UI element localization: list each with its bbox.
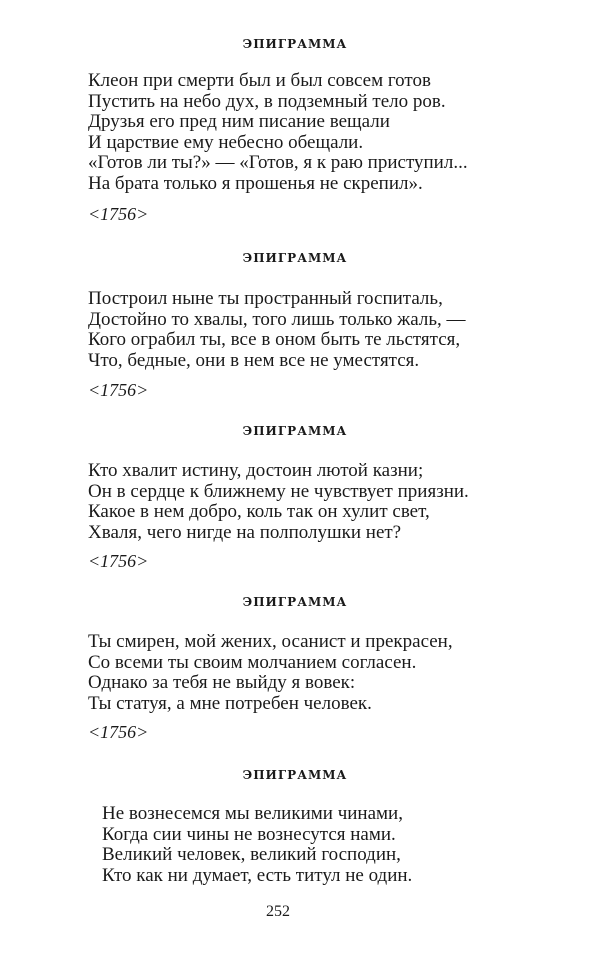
verse-line: Со всеми ты своим молчанием согласен.: [88, 651, 417, 673]
verse-line: «Готов ли ты?» — «Готов, я к раю приступил...: [88, 152, 468, 173]
verse-line: Не вознесемся мы великими чинами,: [102, 803, 403, 824]
verse-line: Кого ограбил ты, все в оном быть те льстятся,: [88, 329, 461, 350]
epigram-2-date: <1756>: [88, 380, 149, 400]
epigram-5-text: [102, 804, 412, 886]
verse-line: И царствие ему небесно обещали.: [88, 131, 364, 153]
epigram-1-text: [88, 71, 468, 194]
epigram-3-title: ЭПИГРАММА: [242, 424, 348, 438]
epigram-4-date: <1756>: [88, 722, 149, 742]
epigram-5-title: ЭПИГРАММА: [242, 768, 348, 782]
verse-line: Достойно то хвалы, того лишь только жаль, —: [88, 308, 466, 330]
verse-line: Хваля, чего нигде на полполушки нет?: [88, 521, 402, 543]
epigram-2-title: ЭПИГРАММА: [242, 251, 348, 265]
verse-line: Когда сии чины не вознесутся нами.: [102, 823, 396, 845]
verse-line: Построил ныне ты пространный госпиталь,: [88, 288, 443, 309]
page-number: 252: [266, 903, 290, 920]
verse-line: Он в сердце к ближнему не чувствует приязни.: [88, 480, 469, 502]
verse-line: Ты смирен, мой жених, осанист и прекрасен,: [88, 631, 453, 652]
verse-line: Однако за тебя не выйду я вовек:: [88, 672, 356, 693]
epigram-1-title: ЭПИГРАММА: [242, 37, 348, 51]
verse-line: Клеон при смерти был и был совсем готов: [88, 70, 431, 91]
verse-line: Великий человек, великий господин,: [102, 844, 401, 865]
verse-line: Ты статуя, а мне потребен человек.: [88, 692, 372, 714]
verse-line: Пустить на небо дух, в подземный тело ров.: [88, 90, 446, 112]
verse-line: Кто хвалит истину, достоин лютой казни;: [88, 460, 424, 481]
epigram-3-date: <1756>: [88, 551, 149, 571]
epigram-1-date: <1756>: [88, 204, 149, 224]
verse-line: На брата только я прошенья не скрепил».: [88, 172, 423, 194]
verse-line: Что, бедные, они в нем все не уместятся.: [88, 349, 420, 371]
epigram-2-text: [88, 289, 466, 371]
verse-line: Какое в нем добро, коль так он хулит свет,: [88, 501, 430, 522]
epigram-4-title: ЭПИГРАММА: [242, 595, 348, 609]
verse-line: Друзья его пред ним писание вещали: [88, 111, 390, 132]
epigram-4-text: [88, 632, 453, 714]
verse-line: Кто как ни думает, есть титул не один.: [102, 864, 413, 886]
epigram-3-text: [88, 461, 469, 543]
